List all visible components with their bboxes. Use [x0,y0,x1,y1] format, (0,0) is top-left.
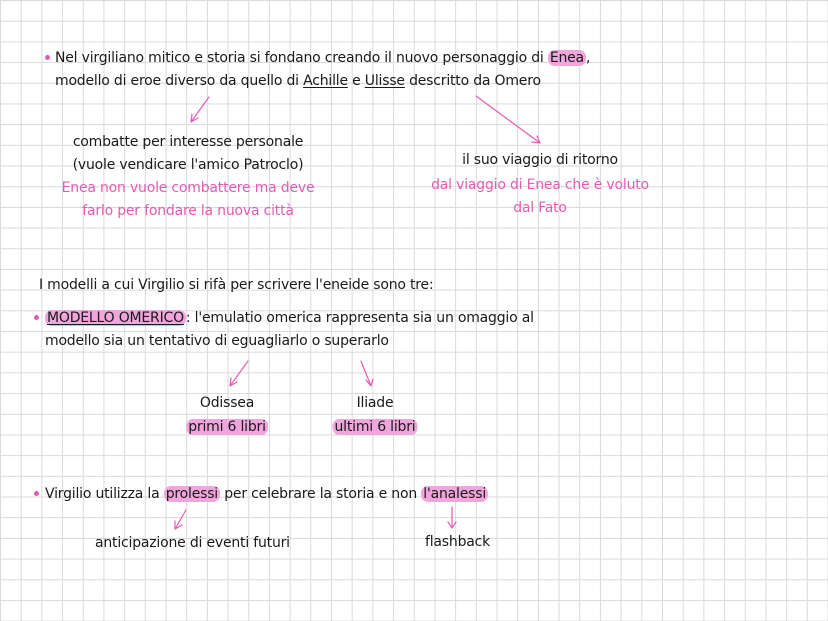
enea-highlight: Enea [549,50,584,66]
modello-omerico-line1 [45,309,534,327]
text: : l'emulatio omerica rappresenta sia un omaggio al [185,310,534,326]
bullet-3 [34,491,39,496]
prolessi-highlight: prolessi [165,486,218,502]
section1-line1 [55,49,590,67]
odissea-title: Odissea [199,395,255,411]
arrow-ulisse [476,96,540,143]
iliade-title: Iliade [356,395,394,411]
prolessi-line [45,485,488,503]
achille-note-1: combatte per interesse personale [72,134,304,150]
ulisse-underline: Ulisse [364,73,405,89]
prolessi-note: anticipazione di eventi futuri [95,535,290,551]
models-intro: I modelli a cui Virgilio si rifà per scrivere l'eneide sono tre: [39,277,434,293]
odissea-sub [186,418,268,436]
enea-note-1: Enea non vuole combattere ma deve [61,180,315,196]
text: descritto da Omero [404,73,541,89]
arrow-achille [191,97,209,122]
bullet-1 [45,55,50,60]
text: e [347,73,365,89]
iliade-highlight: ultimi 6 libri [334,419,416,435]
odissea-highlight: primi 6 libri [188,419,266,435]
arrow-odissea [230,361,248,386]
arrow-analessi [448,507,456,528]
text: modello di eroe diverso da quello di [55,73,304,89]
section1-line2 [55,72,541,90]
text: per celebrare la storia e non [220,486,422,502]
ulisse-note-pink-1: dal viaggio di Enea che è voluto [431,177,649,193]
achille-note-2: (vuole vendicare l'amico Patroclo) [72,157,304,173]
bullet-2 [34,315,39,320]
ulisse-note-1: il suo viaggio di ritorno [462,152,618,168]
achille-underline: Achille [303,73,348,89]
arrow-iliade [361,361,373,386]
text: Nel virgiliano mitico e storia si fondano creando il nuovo personaggio di [55,50,548,66]
modello-omerico-line2: modello sia un tentativo di eguagliarlo o superarlo [45,333,389,349]
analessi-highlight: l'analessi [423,486,487,502]
analessi-note: flashback [425,534,491,550]
iliade-sub [333,418,418,436]
text: , [585,50,591,66]
modello-omerico-heading: MODELLO OMERICO [47,310,184,326]
text: Virgilio utilizza la [45,486,164,502]
enea-note-2: farlo per fondare la nuova città [82,203,294,219]
ulisse-note-pink-2: dal Fato [513,200,567,216]
arrow-prolessi [175,510,186,529]
